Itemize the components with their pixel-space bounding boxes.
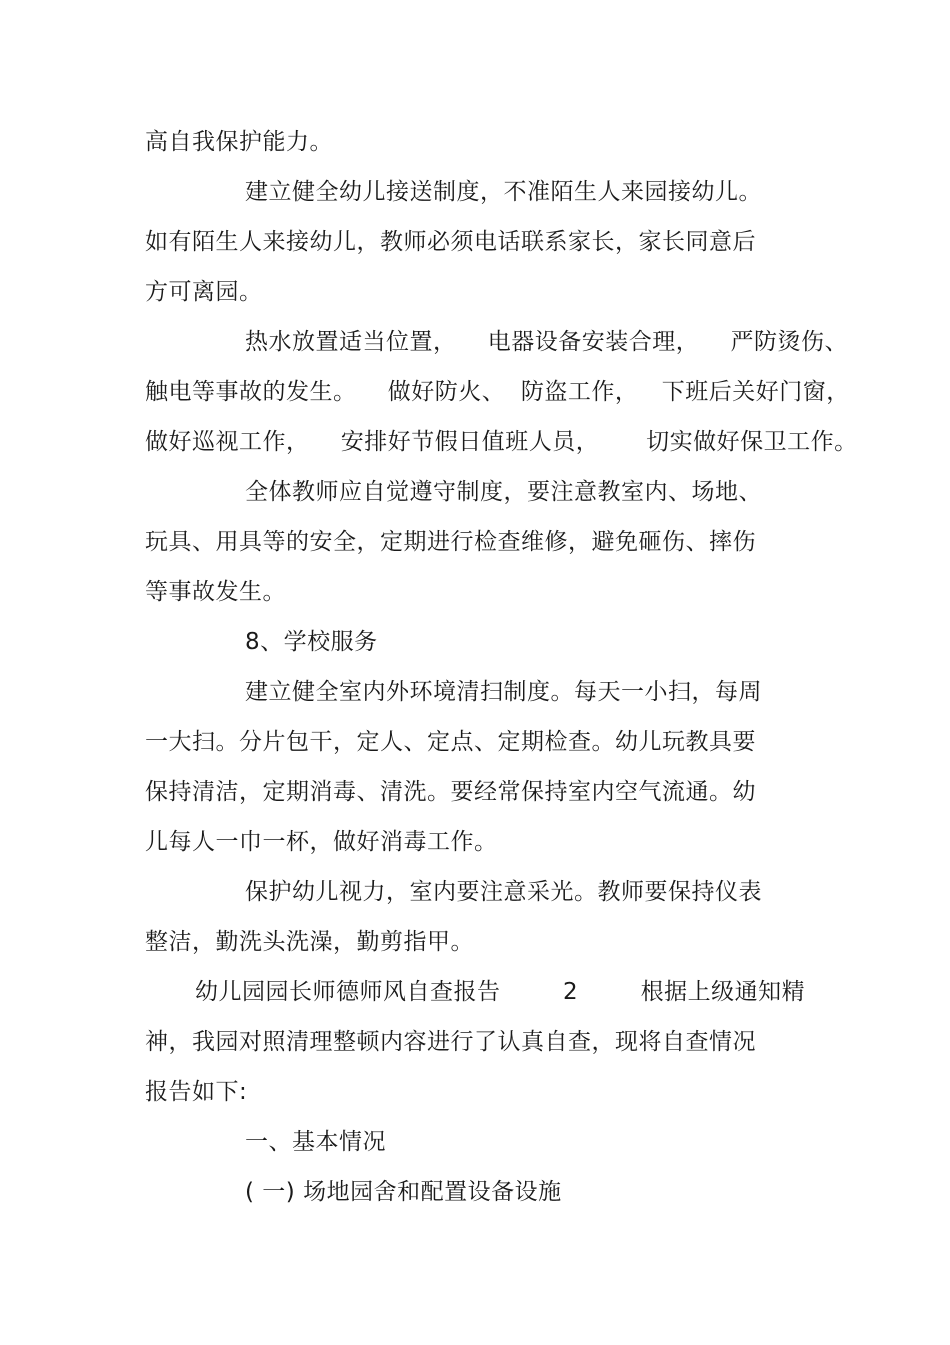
text-line: 整洁，勤洗头洗澡，勤剪指甲。 [145,929,474,955]
text-line: 建立健全室内外环境清扫制度。每天一小扫，每周 [245,679,762,705]
text-line: 报告如下: [145,1079,248,1105]
text-line: 触电等事故的发生。 做好防火、 防盗工作， 下班后关好门窗， [145,379,850,405]
text-line: 如有陌生人来接幼儿，教师必须电话联系家长，家长同意后 [145,229,756,255]
text-line: 高自我保护能力。 [145,129,333,155]
text-line: 建立健全幼儿接送制度，不准陌生人来园接幼儿。 [245,179,762,205]
text-line: 神，我园对照清理整顿内容进行了认真自查，现将自查情况 [145,1029,756,1055]
subsection-heading: ( 一) 场地园舍和配置设备设施 [245,1179,562,1205]
section-heading: 一、基本情况 [245,1129,386,1155]
text-line: 做好巡视工作， 安排好节假日值班人员， 切实做好保卫工作。 [145,429,858,455]
text-line: 等事故发生。 [145,579,286,605]
text-line: 保持清洁，定期消毒、清洗。要经常保持室内空气流通。幼 [145,779,756,805]
text-line: 保护幼儿视力，室内要注意采光。教师要保持仪表 [245,879,762,905]
text-line: 幼儿园园长师德师风自查报告 2 根据上级通知精 [195,979,806,1005]
text-line: 一大扫。分片包干，定人、定点、定期检查。幼儿玩教具要 [145,729,756,755]
text-line: 方可离园。 [145,279,263,305]
text-line: 热水放置适当位置， 电器设备安装合理， 严防烫伤、 [245,329,848,355]
text-line: 儿每人一巾一杯，做好消毒工作。 [145,829,498,855]
text-line: 玩具、用具等的安全，定期进行检查维修，避免砸伤、摔伤 [145,529,756,555]
section-heading: 8、学校服务 [245,629,378,655]
text-line: 全体教师应自觉遵守制度，要注意教室内、场地、 [245,479,762,505]
